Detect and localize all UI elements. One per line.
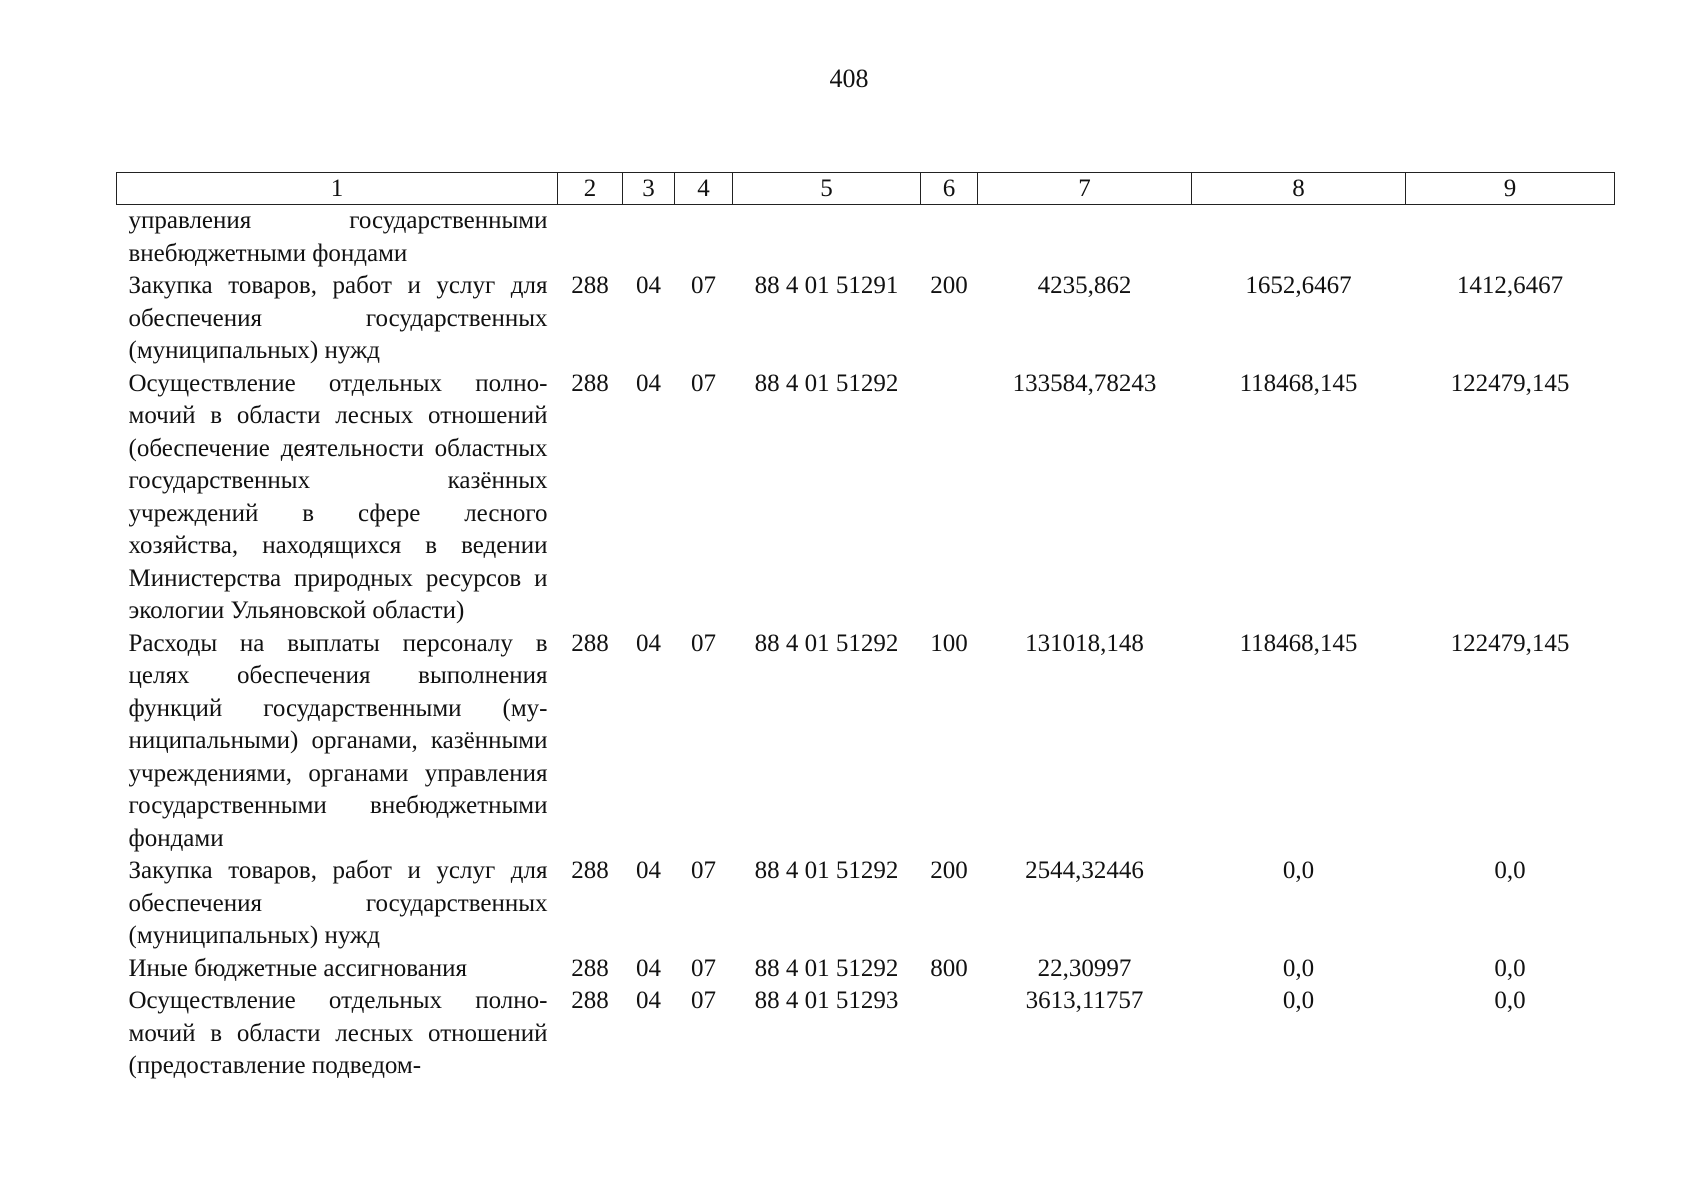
subsection-code-cell: 07	[691, 857, 716, 884]
table-body	[117, 205, 1615, 1083]
column-header-4: 4	[675, 173, 733, 205]
table-row	[117, 628, 1615, 856]
amount-cell: 122479,145	[1450, 629, 1570, 657]
expense-type-cell: 200	[930, 272, 968, 299]
ministry-code-cell	[558, 205, 623, 271]
column-header-5: 5	[733, 173, 921, 205]
expense-type-cell	[921, 985, 978, 1083]
expense-name-cell: Осуществление отдельных полномочий в области лесных отношений (предоставление подведом-	[128, 987, 548, 1079]
expense-type-cell: 200	[930, 857, 968, 884]
subsection-code-cell	[675, 205, 733, 271]
table-row	[117, 368, 1615, 628]
expense-type-cell: 800	[930, 954, 968, 982]
expense-type-cell	[921, 368, 978, 628]
expense-name-cell: управления государственными внебюджетными фондами	[128, 207, 548, 267]
amount-cell	[978, 205, 1192, 271]
amount-cell: 0,0	[1282, 857, 1315, 884]
target-article-cell: 88 4 01 51291	[754, 272, 899, 299]
ministry-code-cell: 288	[571, 857, 609, 884]
table-header	[117, 173, 1615, 205]
table-row	[117, 855, 1615, 953]
column-header-2: 2	[558, 173, 623, 205]
column-header-9: 9	[1406, 173, 1615, 205]
table-row	[117, 205, 1615, 271]
amount-cell: 118468,145	[1239, 369, 1358, 397]
subsection-code-cell: 07	[691, 629, 716, 657]
amount-cell: 133584,78243	[1012, 369, 1157, 397]
section-code-cell: 04	[636, 987, 661, 1014]
amount-cell: 118468,145	[1239, 629, 1358, 657]
target-article-cell: 88 4 01 51293	[754, 987, 899, 1014]
amount-cell: 0,0	[1494, 954, 1526, 982]
subsection-code-cell: 07	[691, 369, 716, 397]
budget-table	[116, 172, 1615, 1083]
expense-name-cell: Иные бюджетные ассигнования	[128, 954, 468, 982]
section-code-cell: 04	[636, 857, 661, 884]
amount-cell	[1406, 205, 1615, 271]
amount-cell: 1412,6467	[1456, 272, 1564, 299]
header-row	[117, 173, 1615, 205]
table-row	[117, 985, 1615, 1083]
expense-name-cell: Закупка товаров, работ и услуг для обеспечения государственных (муниципальных) нужд	[128, 272, 548, 364]
amount-cell: 122479,145	[1450, 369, 1570, 397]
target-article-cell: 88 4 01 51292	[754, 857, 899, 884]
column-header-8: 8	[1192, 173, 1406, 205]
amount-cell: 2544,32446	[1025, 857, 1144, 884]
column-header-1: 1	[117, 173, 558, 205]
expense-name-cell: Закупка товаров, работ и услуг для обеспечения государственных (муниципальных) нужд	[128, 857, 548, 949]
amount-cell: 0,0	[1494, 857, 1526, 884]
column-header-6: 6	[921, 173, 978, 205]
subsection-code-cell: 07	[691, 987, 716, 1014]
expense-name-cell: Расходы на выплаты персоналу в целях обеспечения выполнения функций государственными (муниципальными) органами, казёнными учреждениями, органами управления государственными внебюджетными фондами	[128, 629, 548, 852]
amount-cell: 0,0	[1282, 987, 1315, 1014]
ministry-code-cell: 288	[571, 272, 609, 299]
section-code-cell	[623, 205, 675, 271]
amount-cell: 0,0	[1494, 987, 1526, 1014]
amount-cell: 1652,6467	[1245, 272, 1352, 299]
amount-cell: 4235,862	[1037, 272, 1132, 299]
amount-cell: 3613,11757	[1025, 987, 1144, 1014]
column-header-3: 3	[623, 173, 675, 205]
target-article-cell: 88 4 01 51292	[754, 629, 899, 657]
subsection-code-cell: 07	[691, 272, 716, 299]
section-code-cell: 04	[636, 954, 661, 982]
expense-name-cell: Осуществление отдельных полномочий в области лесных отношений (обеспечение деятельности областных государственных казённых учреждений в сфере лесного хозяйства, находящихся в ведении Министерства природных ресурсов и экологии Ульяновской области)	[128, 369, 548, 624]
target-article-cell: 88 4 01 51292	[754, 369, 899, 397]
expense-type-cell	[921, 205, 978, 271]
amount-cell: 131018,148	[1025, 629, 1144, 657]
amount-cell	[1192, 205, 1406, 271]
amount-cell: 0,0	[1282, 954, 1315, 982]
ministry-code-cell: 288	[571, 629, 609, 657]
subsection-code-cell: 07	[691, 954, 716, 982]
amount-cell: 22,30997	[1037, 954, 1132, 982]
expense-type-cell: 100	[930, 629, 968, 657]
section-code-cell: 04	[636, 369, 661, 397]
target-article-cell: 88 4 01 51292	[754, 954, 899, 982]
column-header-7: 7	[978, 173, 1192, 205]
table-row	[117, 270, 1615, 368]
target-article-cell	[733, 205, 921, 271]
ministry-code-cell: 288	[571, 369, 609, 397]
section-code-cell: 04	[636, 272, 661, 299]
table-row	[117, 953, 1615, 986]
ministry-code-cell: 288	[571, 987, 609, 1014]
section-code-cell: 04	[636, 629, 661, 657]
page-number: 408	[829, 64, 869, 93]
ministry-code-cell: 288	[571, 954, 609, 982]
